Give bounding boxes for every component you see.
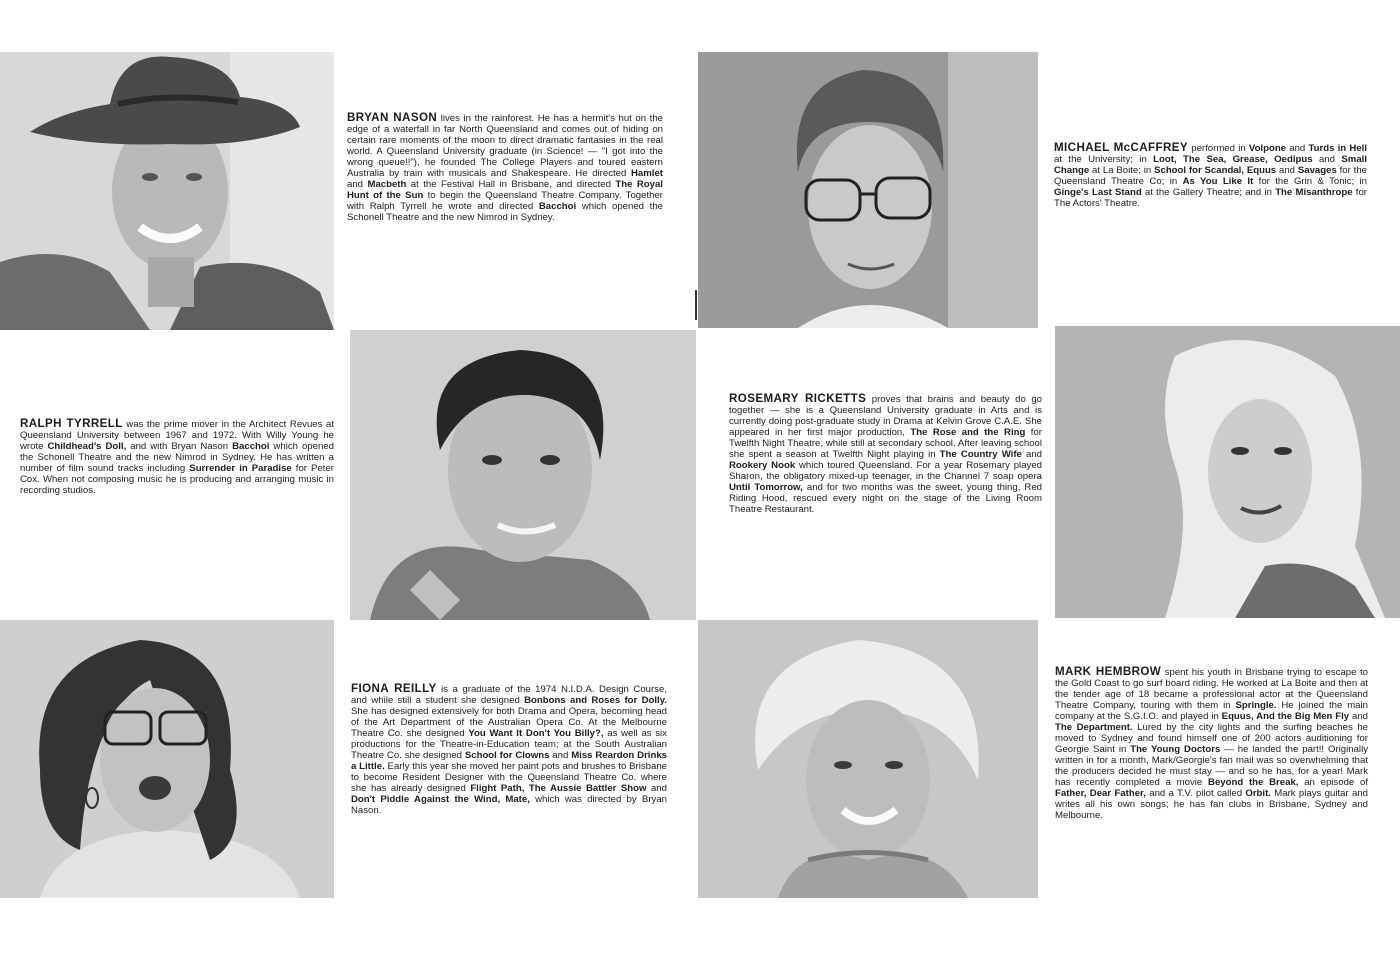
- bio-name: ROSEMARY RICKETTS: [729, 392, 867, 405]
- bio-bryan-nason: BRYAN NASON lives in the rainforest. He has a hermit's hut on the edge of a waterfall in far North Queensland and comes out of hiding on certain rare moments of the moon to direct dramatic fantasies in the real world. A Queensland University graduate (in Science! — "I got into the wrong queue!!"), he founded The College Players and toured eastern Australia by train with musicals and Shakespeare. He directed Hamlet and Macbeth at the Festival Hall in Brisbane, and directed The Royal Hunt of the Sun to begin the Queensland Theatre Company. Together with Ralph Tyrrell he wrote and directed Bacchoi which opened the Schonell Theatre and the new Nimrod in Sydney.: [347, 111, 664, 223]
- bio-name: RALPH TYRRELL: [20, 417, 123, 430]
- bio-name: FIONA REILLY: [351, 682, 437, 695]
- bio-mark-hembrow: MARK HEMBROW spent his youth in Brisbane trying to escape to the Gold Coast to go surf board riding. He worked at La Boite and then at the tender age of 18 became a professional actor at the Queensland Theatre Company, touring with them in Springle. He joined the main company at the S.G.I.O. and played in Equus, And the Big Men Fly and The Department. Lured by the city lights and the surfing beaches he moved to Sydney and found himself one of 200 actors auditioning for Georgie Saint in The Young Doctors — he landed the part!! Originally written in for a month, Mark/Georgie's fan mail was so overwhelming that the producers decided he must stay — and so he has, for a year! Mark has recently completed a movie Beyond the Break, an episode of Father, Dear Father, and a T.V. pilot called Orbit. Mark plays guitar and writes all his own songs; he has fan clubs in Brisbane, Sydney and Melbourne.: [1055, 665, 1369, 821]
- photo-bryan-nason: [0, 52, 334, 330]
- photo-ralph-tyrrell: [350, 330, 696, 620]
- bio-fiona-reilly: FIONA REILLY is a graduate of the 1974 N.I.D.A. Design Course, and while still a student she designed Bonbons and Roses for Dolly. She has designed extensively for both Drama and Opera, becoming head of the Art Department of the Australian Opera Co. At the Melbourne Theatre Co. she designed You Want It Don't You Billy?, as well as six productions for the Theatre-in-Education team; at the South Australian Theatre Co. she designed School for Clowns and Miss Reardon Drinks a Little. Early this year she moved her paint pots and brushes to Brisbane to become Resident Designer with the Queensland Theatre Co. where she has already designed Flight Path, The Aussie Battler Show and Don't Piddle Against the Wind, Mate, which was directed by Bryan Nason.: [351, 682, 668, 816]
- bio-name: MARK HEMBROW: [1055, 665, 1162, 678]
- bio-rosemary-ricketts: ROSEMARY RICKETTS proves that brains and beauty do go together — she is a Queensland University graduate in Arts and is currently doing post-graduate study in Drama at Kelvin Grove C.A.E. She appeared in her first major production, The Rose and the Ring for Twelfth Night Theatre, while still at secondary school. After leaving school she spent a season at Twelfth Night playing in The Country Wife and Rookery Nook which toured Queensland. For a year Rosemary played Sharon, the obligatory mixed-up teenager, in the Channel 7 soap opera Until Tomorrow, and for two months was the sweet, young thing, Red Riding Hood, rescued every night on the stage of the Living Room Theatre Restaurant.: [729, 392, 1043, 515]
- bio-michael-mccaffrey: MICHAEL McCAFFREY performed in Volpone and Turds in Hell at the University; in Loot, The Sea, Grease, Oedipus and Small Change at La Boite; in School for Scandal, Equus and Savages for the Queensland Theatre Co; in As You Like It for the Grin & Tonic; in Ginge's Last Stand at the Gallery Theatre; and in The Misanthrope for The Actors' Theatre.: [1054, 141, 1368, 209]
- page-fold-mark: [695, 290, 697, 320]
- photo-rosemary-ricketts: [1055, 326, 1400, 618]
- photo-fiona-reilly: [0, 620, 334, 898]
- photo-michael-mccaffrey: [698, 52, 1038, 328]
- photo-mark-hembrow: [698, 620, 1038, 898]
- bio-name: BRYAN NASON: [347, 111, 438, 124]
- bio-name: MICHAEL McCAFFREY: [1054, 141, 1189, 154]
- bio-ralph-tyrrell: RALPH TYRRELL was the prime mover in the Architect Revues at Queensland University between 1967 and 1972. With Willy Young he wrote Childhead's Doll, and with Bryan Nason Bacchoi which opened the Schonell Theatre and the new Nimrod in Sydney. He has written a number of film sound tracks including Surrender in Paradise for Peter Cox. When not composing music he is producing and arranging music in recording studios.: [20, 417, 335, 496]
